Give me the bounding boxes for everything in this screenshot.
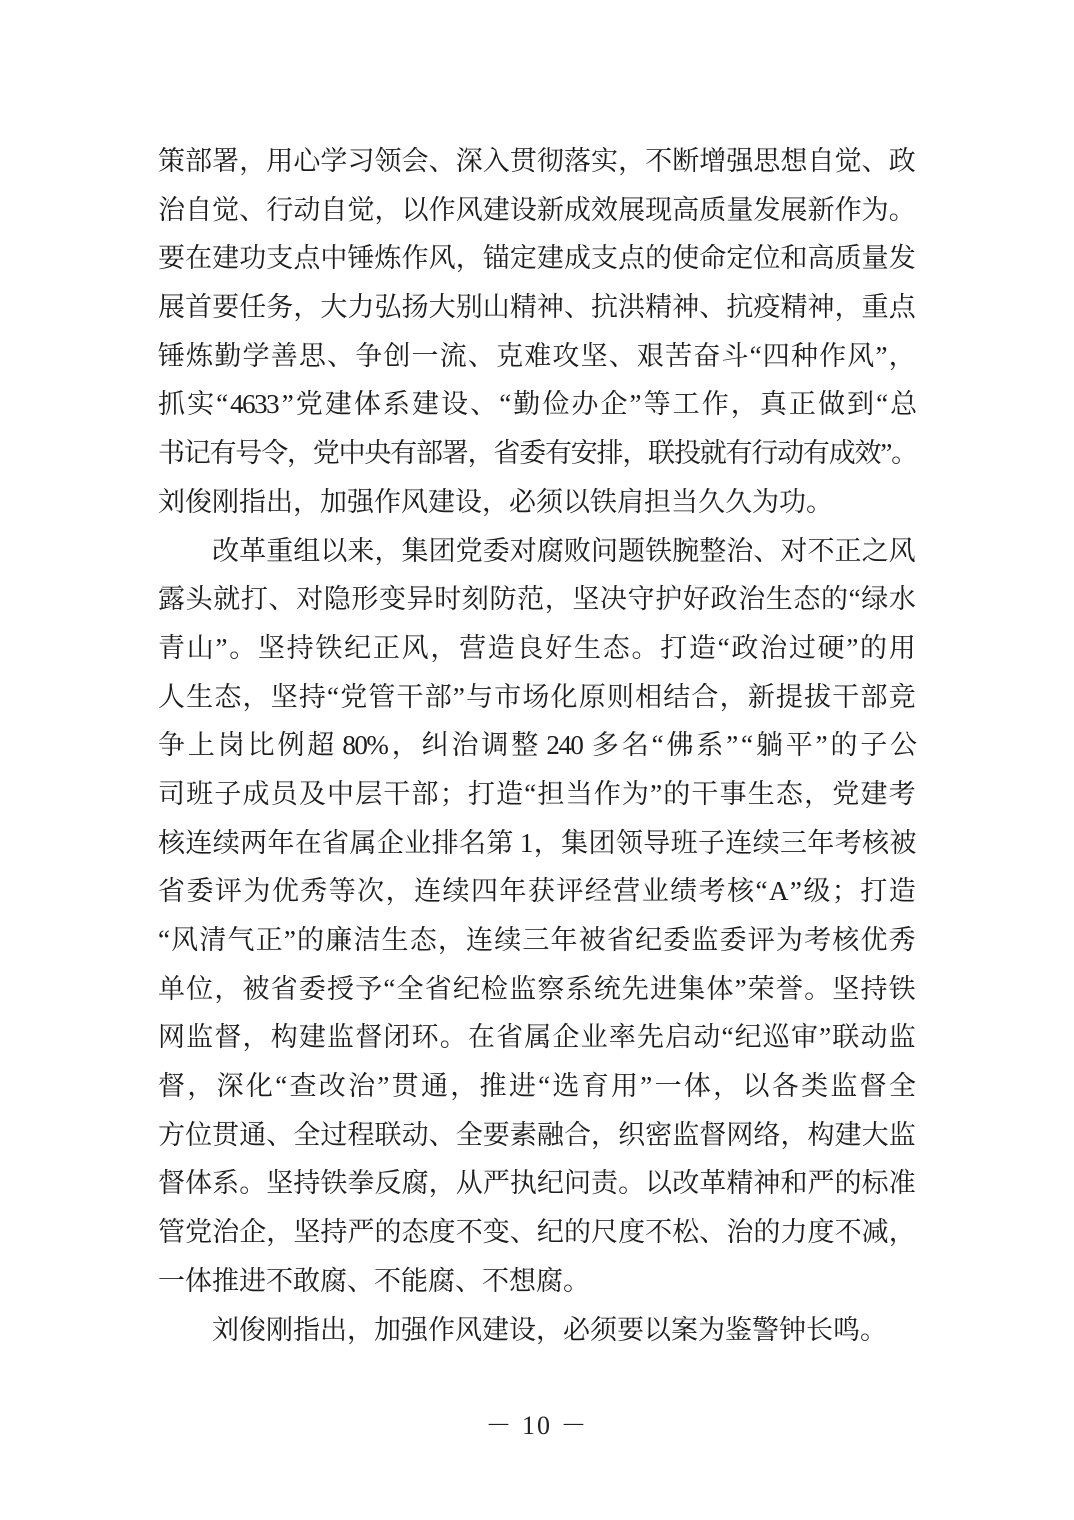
text-line: 治 自 觉 、 行 动 自 觉 ， 以 作 风 建 设 新 成 效 展 现 高 质 量 发 展 新 作 为 。 (158, 194, 916, 225)
text-line: 网 监 督 ， 构 建 监 督 闭 环 。 在 省 属 企 业 率 先 启 动 “ 纪 巡 审 ” 联 动 监 (158, 1022, 916, 1053)
text-line: 青 山 ” 。 坚 持 铁 纪 正 风 ， 营 造 良 好 生 态 。 打 造 “ 政 治 过 硬 ” 的 用 (158, 632, 916, 663)
paragraph (158, 1306, 916, 1355)
text-line: 展 首 要 任 务 ， 大 力 弘 扬 大 别 山 精 神 、 抗 洪 精 神 、 抗 疫 精 神 ， 重 点 (158, 292, 916, 323)
text-line: 要 在 建 功 支 点 中 锤 炼 作 风 ， 锚 定 建 成 支 点 的 使 命 定 位 和 高 质 量 发 (158, 243, 916, 274)
text-line: 司 班 子 成 员 及 中 层 干 部 ； 打 造 “ 担 当 作 为 ” 的 干 事 生 态 ， 党 建 考 (158, 778, 916, 809)
text-line: 督 ， 深 化 “ 查 改 治 ” 贯 通 ， 推 进 “ 选 育 用 ” 一 体 ， 以 各 类 监 督 全 (158, 1071, 916, 1102)
text-line: 督 体 系 。 坚 持 铁 拳 反 腐 ， 从 严 执 纪 问 责 。 以 改 革 精 神 和 严 的 标 准 (158, 1168, 916, 1199)
text-line: 策 部 署 ， 用 心 学 习 领 会 、 深 入 贯 彻 落 实 ， 不 断 增 强 思 想 自 觉 、 政 (158, 146, 916, 176)
text-line: 争 上 岗 比 例 超 80% ， 纠 治 调 整 240 多 名 “ 佛 系 ” “ 躺 平 ” 的 子 公 (158, 730, 916, 761)
text-line: 单 位 ， 被 省 委 授 予 “ 全 省 纪 检 监 察 系 统 先 进 集 体 ” 荣 誉 。 坚 持 铁 (158, 973, 916, 1004)
text-line: 书 记 有 号 令 ， 党 中 央 有 部 署 ， 省 委 有 安 排 ， 联 投 就 有 行 动 有 成 效 ” 。 (158, 438, 916, 469)
text-line: 锤 炼 勤 学 善 思 、 争 创 一 流 、 克 难 攻 坚 、 艰 苦 奋 斗 “ 四 种 作 风 ” ， (158, 340, 916, 371)
paragraph (158, 137, 916, 527)
text-line: 刘俊刚指出，加强作风建设，必须以铁肩担当久久为功。 (158, 486, 833, 517)
text-block (158, 137, 916, 1354)
paragraph (158, 527, 916, 1306)
text-line: 刘俊刚指出，加强作风建设，必须要以案为鉴警钟长鸣。 (212, 1314, 887, 1345)
page-number: － 10 － (485, 1411, 589, 1440)
text-line: 方 位 贯 通 、 全 过 程 联 动 、 全 要 素 融 合 ， 织 密 监 督 网 络 ， 构 建 大 监 (158, 1119, 916, 1150)
text-line: 管 党 治 企 ， 坚 持 严 的 态 度 不 变 、 纪 的 尺 度 不 松 、 治 的 力 度 不 减 ， (158, 1217, 916, 1248)
text-line: 人 生 态 ， 坚 持 “ 党 管 干 部 ” 与 市 场 化 原 则 相 结 合 ， 新 提 拔 干 部 竞 (158, 681, 916, 712)
text-line: 露 头 就 打 、 对 隐 形 变 异 时 刻 防 范 ， 坚 决 守 护 好 政 治 生 态 的 “ 绿 水 (158, 584, 916, 615)
text-line: “ 风 清 气 正 ” 的 廉 洁 生 态 ， 连 续 三 年 被 省 纪 委 监 委 评 为 考 核 优 秀 (158, 925, 916, 955)
text-line: 抓 实 “ 4633 ” 党 建 体 系 建 设 、 “ 勤 俭 办 企 ” 等 工 作 ， 真 正 做 到 “ 总 (158, 389, 916, 420)
text-line: 核 连 续 两 年 在 省 属 企 业 排 名 第 1 ， 集 团 领 导 班 子 连 续 三 年 考 核 被 (158, 827, 916, 858)
text-line: 省 委 评 为 优 秀 等 次 ， 连 续 四 年 获 评 经 营 业 绩 考 核 “ A ” 级 ； 打 造 (158, 876, 916, 907)
text-line: 一体推进不敢腐、不能腐、不想腐。 (158, 1265, 590, 1296)
text-line: 改 革 重 组 以 来 ， 集 团 党 委 对 腐 败 问 题 铁 腕 整 治 、 对 不 正 之 风 (212, 535, 916, 566)
